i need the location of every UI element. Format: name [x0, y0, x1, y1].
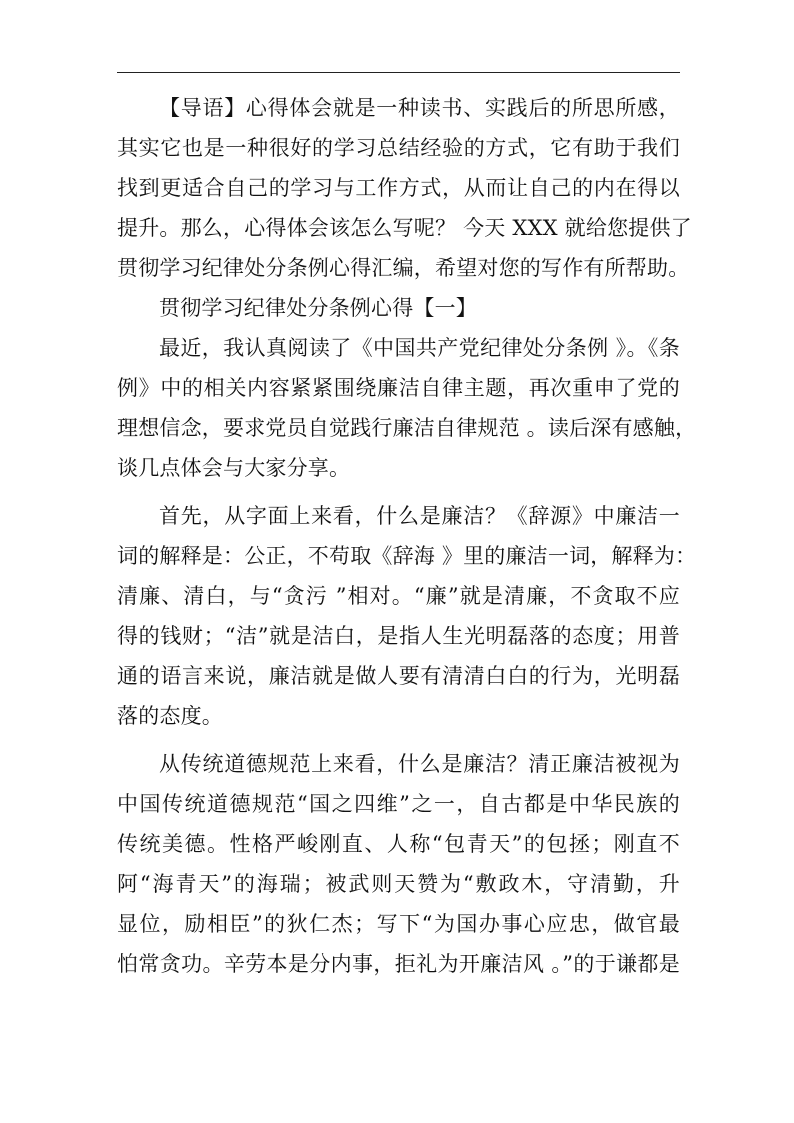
paragraph-spacer — [117, 736, 680, 744]
paragraph-line: 清廉、清白，与“贪污 ”相对。“廉”就是清廉，不贪取不应 — [117, 584, 680, 608]
paragraph-line: 理想信念，要求党员自觉践行廉洁自律规范 。读后深有感触， — [117, 416, 697, 440]
paragraph-line: 中国传统道德规范“国之四维”之一，自古都是中华民族的 — [117, 792, 680, 816]
paragraph-2 — [117, 496, 697, 736]
paragraph-line: 谈几点体会与大家分享。 — [117, 456, 351, 480]
paragraph-1 — [117, 328, 697, 488]
intro-line: 找到更适合自己的学习与工作方式，从而让自己的内在得以 — [117, 176, 680, 200]
paragraph-line: 通的语言来说，廉洁就是做人要有清清白白的行为，光明磊 — [117, 664, 680, 688]
paragraph-line: 首先，从字面上来看，什么是廉洁？《辞源》中廉洁一 — [159, 504, 680, 528]
paragraph-line: 怕常贪功。辛劳本是分内事，拒礼为开廉洁风 。”的于谦都是 — [117, 952, 680, 976]
document-body — [117, 88, 697, 984]
paragraph-line: 例》中的相关内容紧紧围绕廉洁自律主题，再次重申了党的 — [117, 376, 680, 400]
paragraph-line: 传统美德。性格严峻刚直、人称“包青天”的包拯；刚直不 — [117, 832, 680, 856]
paragraph-line: 词的解释是：公正，不苟取《辞海 》里的廉洁一词，解释为： — [117, 544, 697, 568]
intro-line: 其实它也是一种很好的学习总结经验的方式，它有助于我们 — [117, 136, 680, 160]
paragraph-line: 从传统道德规范上来看，什么是廉洁？清正廉洁被视为 — [159, 752, 680, 776]
paragraph-spacer — [117, 488, 680, 496]
paragraph-line: 落的态度。 — [117, 704, 223, 728]
paragraph-line: 最近，我认真阅读了《中国共产党纪律处分条例 》。《条 — [159, 336, 680, 360]
intro-paragraph — [117, 88, 692, 288]
intro-line: 贯彻学习纪律处分条例心得汇编，希望对您的写作有所帮助。 — [117, 256, 690, 280]
intro-line: 提升。那么，心得体会该怎么写呢？ 今天 XXX 就给您提供了 — [117, 216, 692, 240]
paragraph-line: 阿“海青天”的海瑞；被武则天赞为“敷政木，守清勤，升 — [117, 872, 680, 896]
paragraph-3 — [117, 744, 680, 984]
paragraph-line: 得的钱财；“洁”就是洁白，是指人生光明磊落的态度；用普 — [117, 624, 680, 648]
intro-line: 【导语】心得体会就是一种读书、实践后的所思所感， — [159, 96, 680, 120]
section-heading: 贯彻学习纪律处分条例心得【一】 — [159, 296, 477, 320]
paragraph-line: 显位，励相臣”的狄仁杰；写下“为国办事心应忠，做官最 — [117, 912, 680, 936]
header-rule — [117, 72, 680, 73]
